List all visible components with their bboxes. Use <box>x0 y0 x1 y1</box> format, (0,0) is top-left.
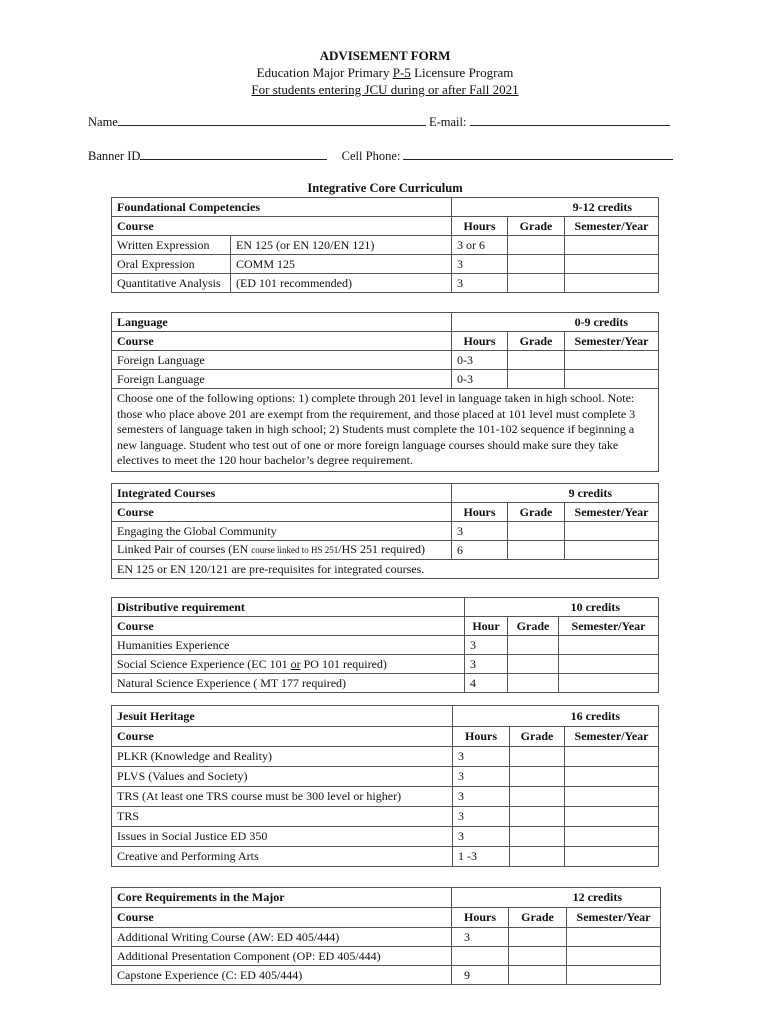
language-note: Choose one of the following options: 1) complete through 201 level in language taken in high school. Note: those who place above 201 are exempt from the requirement, and those placed at 101 level must complete 3 semesters of language taken in high school; 2) Students must complete the 101-102 sequence if beginning a new language. Student who test out of one or more foreign language courses should make sure they take electives to meet the 120 hour bachelor’s degree requirement. <box>112 389 659 472</box>
form-subtitle <box>0 64 770 81</box>
integrated-table <box>111 483 659 579</box>
grade-cell[interactable] <box>508 522 565 541</box>
grade-cell[interactable] <box>509 966 567 985</box>
section-credits: 9 credits <box>452 484 659 503</box>
col-grade: Grade <box>508 332 565 351</box>
form-header <box>0 47 770 98</box>
form-subtitle-2: For students entering JCU during or after Fall 2021 <box>251 82 519 97</box>
table-row <box>112 947 661 966</box>
linked-post: /HS 251 required) <box>338 542 425 556</box>
grade-cell[interactable] <box>508 655 559 674</box>
section-title: Jesuit Heritage <box>112 706 453 727</box>
course-name <box>112 541 452 560</box>
section-credits: 16 credits <box>453 706 659 727</box>
course-detail: EN 125 (or EN 120/EN 121) <box>231 236 452 255</box>
course-hours: 3 <box>453 807 510 827</box>
course-name: Additional Presentation Component (OP: ED 405/444) <box>112 947 452 966</box>
course-hours <box>452 947 509 966</box>
email-field[interactable] <box>470 115 670 126</box>
name-field[interactable] <box>118 115 426 126</box>
col-course: Course <box>112 503 452 522</box>
col-semester: Semester/Year <box>565 332 659 351</box>
semester-cell[interactable] <box>567 947 661 966</box>
course-hours: 9 <box>452 966 509 985</box>
table-row <box>112 351 659 370</box>
grade-cell[interactable] <box>508 541 565 560</box>
col-course: Course <box>112 727 453 747</box>
table-row <box>112 541 659 560</box>
course-name: TRS (At least one TRS course must be 300 level or higher) <box>112 787 453 807</box>
table-row <box>112 747 659 767</box>
semester-cell[interactable] <box>565 351 659 370</box>
section-credits: 0-9 credits <box>452 313 659 332</box>
col-grade: Grade <box>508 217 565 236</box>
table-row <box>112 787 659 807</box>
course-hours: 0-3 <box>452 370 508 389</box>
course-name: Issues in Social Justice ED 350 <box>112 827 453 847</box>
semester-cell[interactable] <box>565 787 659 807</box>
grade-cell[interactable] <box>508 370 565 389</box>
major-table <box>111 887 661 985</box>
col-course: Course <box>112 332 452 351</box>
section-title: Distributive requirement <box>112 598 465 617</box>
subtitle-text: Education Major Primary <box>256 65 393 80</box>
course-name: Humanities Experience <box>112 636 465 655</box>
course-name: Natural Science Experience ( MT 177 required) <box>112 674 465 693</box>
semester-cell[interactable] <box>565 255 659 274</box>
col-hours: Hours <box>453 727 510 747</box>
course-hours: 3 or 6 <box>452 236 508 255</box>
course-hours: 3 <box>453 747 510 767</box>
banner-id-label: Banner ID <box>88 149 141 163</box>
table-row <box>112 370 659 389</box>
cell-phone-field[interactable] <box>403 149 673 160</box>
section-title: Core Requirements in the Major <box>112 888 452 908</box>
banner-id-field[interactable] <box>140 149 327 160</box>
core-curriculum-title: Integrative Core Curriculum <box>307 181 463 195</box>
course-hours: 3 <box>453 767 510 787</box>
col-grade: Grade <box>509 908 567 928</box>
course-name: Quantitative Analysis <box>112 274 231 293</box>
course-name: Creative and Performing Arts <box>112 847 453 867</box>
course-hours: 1 -3 <box>453 847 510 867</box>
table-row <box>112 966 661 985</box>
table-row <box>112 674 659 693</box>
email-label: E-mail: <box>428 115 467 129</box>
grade-cell[interactable] <box>508 636 559 655</box>
semester-cell[interactable] <box>565 522 659 541</box>
course-name: Written Expression <box>112 236 231 255</box>
cell-phone-label: Cell Phone: <box>341 149 401 163</box>
semester-cell[interactable] <box>565 274 659 293</box>
course-name: PLKR (Knowledge and Reality) <box>112 747 453 767</box>
course-hours: 6 <box>452 541 508 560</box>
name-email-line <box>88 115 670 130</box>
name-label: Name <box>88 115 118 129</box>
integrated-note: EN 125 or EN 120/121 are pre-requisites for integrated courses. <box>112 560 659 579</box>
jesuit-table <box>111 705 659 867</box>
table-row <box>112 827 659 847</box>
section-credits: 12 credits <box>452 888 661 908</box>
banner-phone-line <box>88 149 673 164</box>
course-hours: 3 <box>452 274 508 293</box>
grade-cell[interactable] <box>510 747 565 767</box>
course-detail: (ED 101 recommended) <box>231 274 452 293</box>
semester-cell[interactable] <box>565 767 659 787</box>
linked-pre: Linked Pair of courses (EN <box>117 542 252 556</box>
grade-cell[interactable] <box>510 827 565 847</box>
ss-or: or <box>290 656 301 671</box>
course-hours: 0-3 <box>452 351 508 370</box>
subtitle-underlined: P-5 <box>392 65 411 80</box>
course-name <box>112 655 465 674</box>
semester-cell[interactable] <box>559 636 659 655</box>
grade-cell[interactable] <box>509 947 567 966</box>
table-row <box>112 636 659 655</box>
semester-cell[interactable] <box>565 807 659 827</box>
grade-cell[interactable] <box>508 674 559 693</box>
course-hours: 4 <box>465 674 508 693</box>
course-name: TRS <box>112 807 453 827</box>
course-hours: 3 <box>465 655 508 674</box>
semester-cell[interactable] <box>565 747 659 767</box>
section-credits: 9-12 credits <box>452 198 659 217</box>
section-title: Language <box>112 313 452 332</box>
grade-cell[interactable] <box>508 255 565 274</box>
semester-cell[interactable] <box>559 674 659 693</box>
col-grade: Grade <box>508 617 559 636</box>
semester-cell[interactable] <box>565 370 659 389</box>
subtitle-text-end: Licensure Program <box>410 65 514 80</box>
grade-cell[interactable] <box>508 236 565 255</box>
language-table <box>111 312 659 472</box>
grade-cell[interactable] <box>508 274 565 293</box>
col-semester: Semester/Year <box>565 503 659 522</box>
course-hours: 3 <box>453 787 510 807</box>
col-course: Course <box>112 908 452 928</box>
col-hour: Hour <box>465 617 508 636</box>
col-hours: Hours <box>452 503 508 522</box>
col-course: Course <box>112 617 465 636</box>
course-hours: 3 <box>452 255 508 274</box>
col-semester: Semester/Year <box>565 217 659 236</box>
table-row <box>112 255 659 274</box>
distributive-table <box>111 597 659 693</box>
course-hours: 3 <box>465 636 508 655</box>
table-row <box>112 847 659 867</box>
grade-cell[interactable] <box>510 807 565 827</box>
semester-cell[interactable] <box>565 541 659 560</box>
col-semester: Semester/Year <box>559 617 659 636</box>
course-hours: 3 <box>453 827 510 847</box>
table-row <box>112 522 659 541</box>
semester-cell[interactable] <box>559 655 659 674</box>
grade-cell[interactable] <box>509 928 567 947</box>
table-row <box>112 767 659 787</box>
col-hours: Hours <box>452 332 508 351</box>
course-name: Oral Expression <box>112 255 231 274</box>
col-hours: Hours <box>452 908 509 928</box>
grade-cell[interactable] <box>510 787 565 807</box>
semester-cell[interactable] <box>565 827 659 847</box>
course-name: Foreign Language <box>112 370 452 389</box>
semester-cell[interactable] <box>565 847 659 867</box>
table-row <box>112 236 659 255</box>
ss-pre: Social Science Experience (EC 101 <box>117 656 291 671</box>
col-semester: Semester/Year <box>567 908 661 928</box>
course-hours: 3 <box>452 928 509 947</box>
course-name: Engaging the Global Community <box>112 522 452 541</box>
semester-cell[interactable] <box>567 966 661 985</box>
table-row <box>112 655 659 674</box>
col-semester: Semester/Year <box>565 727 659 747</box>
col-hours: Hours <box>452 217 508 236</box>
course-name: Foreign Language <box>112 351 452 370</box>
course-detail: COMM 125 <box>231 255 452 274</box>
grade-cell[interactable] <box>510 767 565 787</box>
col-grade: Grade <box>508 503 565 522</box>
section-title: Foundational Competencies <box>112 198 452 217</box>
table-row <box>112 807 659 827</box>
semester-cell[interactable] <box>567 928 661 947</box>
ss-post: PO 101 required) <box>300 656 387 671</box>
col-course: Course <box>112 217 452 236</box>
course-hours: 3 <box>452 522 508 541</box>
table-row <box>112 928 661 947</box>
course-name: PLVS (Values and Society) <box>112 767 453 787</box>
course-name: Additional Writing Course (AW: ED 405/444) <box>112 928 452 947</box>
course-name: Capstone Experience (C: ED 405/444) <box>112 966 452 985</box>
grade-cell[interactable] <box>508 351 565 370</box>
linked-small: course linked to HS 251 <box>251 545 339 555</box>
table-row <box>112 274 659 293</box>
grade-cell[interactable] <box>510 847 565 867</box>
foundational-table <box>111 197 659 293</box>
section-title: Integrated Courses <box>112 484 452 503</box>
form-title: ADVISEMENT FORM <box>319 48 451 63</box>
section-credits: 10 credits <box>465 598 659 617</box>
col-grade: Grade <box>510 727 565 747</box>
semester-cell[interactable] <box>565 236 659 255</box>
